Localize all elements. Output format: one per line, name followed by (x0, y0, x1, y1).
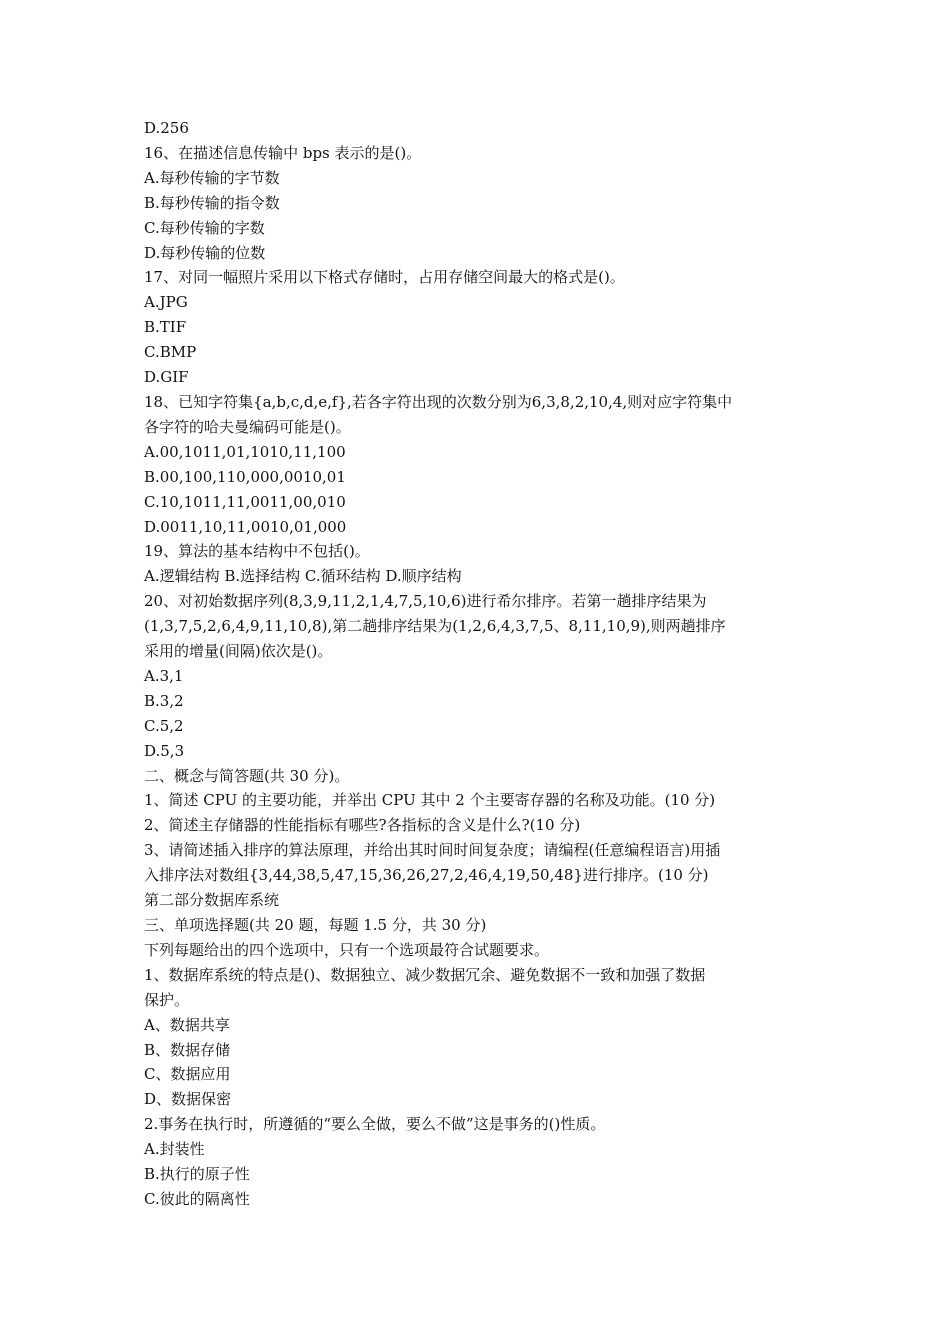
question-line: 19、算法的基本结构中不包括()。 (144, 542, 370, 561)
option-line: D.GIF (144, 368, 189, 387)
question-line: 3、请简述插入排序的算法原理，并给出其时间时间复杂度；请编程(任意编程语言)用插 (144, 841, 721, 860)
option-line: A、数据共享 (144, 1015, 230, 1034)
option-line: D.0011,10,11,0010,01,000 (144, 517, 347, 536)
option-line: D、数据保密 (144, 1090, 232, 1109)
question-line: 各字符的哈夫曼编码可能是()。 (144, 417, 351, 436)
section-heading: 三、单项选择题(共 20 题，每题 1.5 分，共 30 分) (144, 916, 487, 934)
question-line: 保护。 (144, 990, 190, 1009)
question-line: 16、在描述信息传输中 bps 表示的是()。 (144, 143, 422, 162)
option-line: A.封装性 (144, 1140, 205, 1159)
option-line: B.3,2 (144, 691, 184, 710)
option-line: A.00,1011,01,1010,11,100 (144, 442, 346, 461)
question-line: 采用的增量(间隔)依次是()。 (144, 642, 333, 661)
option-line: C.彼此的隔离性 (144, 1189, 250, 1208)
instruction-line: 下列每题给出的四个选项中，只有一个选项最符合试题要求。 (144, 940, 550, 959)
section-heading: 二、概念与简答题(共 30 分)。 (144, 766, 350, 785)
option-line: C.10,1011,11,0011,00,010 (144, 492, 346, 511)
option-line: C.BMP (144, 343, 197, 362)
question-line: 20、对初始数据序列(8,3,9,11,2,1,4,7,5,10,6)进行希尔排序。若第一趟排序结果为 (144, 592, 707, 611)
question-line: 1、简述 CPU 的主要功能，并举出 CPU 其中 2 个主要寄存器的名称及功能。(10 分) (144, 791, 716, 810)
question-line: 18、已知字符集{a,b,c,d,e,f},若各字符出现的次数分别为6,3,8,2,10,4,则对应字符集中 (144, 392, 733, 411)
option-line: B.TIF (144, 318, 187, 337)
question-line: 2.事务在执行时，所遵循的“要么全做，要么不做”这是事务的()性质。 (144, 1115, 606, 1134)
option-line: C.每秒传输的字数 (144, 218, 265, 237)
option-line: B.执行的原子性 (144, 1165, 250, 1184)
option-line: C.5,2 (144, 716, 184, 735)
option-line: B、数据存储 (144, 1040, 231, 1059)
option-line: B.00,100,110,000,0010,01 (144, 467, 346, 486)
option-line: A.每秒传输的字节数 (144, 168, 280, 187)
option-line: A.3,1 (144, 666, 184, 685)
option-line: D.256 (144, 119, 189, 137)
question-line: 1、数据库系统的特点是()、数据独立、减少数据冗余、避免数据不一致和加强了数据 (144, 965, 706, 984)
document-page (144, 116, 824, 1212)
option-line: C、数据应用 (144, 1065, 231, 1084)
option-line: A.JPG (144, 293, 188, 312)
question-line: (1,3,7,5,2,6,4,9,11,10,8),第二趟排序结果为(1,2,6,4,3,7,5、8,11,10,9),则两趟排序 (144, 617, 726, 636)
option-line: D.5,3 (144, 741, 185, 760)
option-line: D.每秒传输的位数 (144, 243, 266, 262)
question-line: 17、对同一幅照片采用以下格式存储时，占用存储空间最大的格式是()。 (144, 268, 625, 287)
question-line: 入排序法对数组{3,44,38,5,47,15,36,26,27,2,46,4,19,50,48}进行排序。(10 分) (144, 866, 709, 885)
option-line: B.每秒传输的指令数 (144, 193, 280, 212)
part-heading: 第二部分数据库系统 (144, 891, 280, 910)
option-line: A.逻辑结构 B.选择结构 C.循环结构 D.顺序结构 (144, 567, 462, 586)
question-line: 2、简述主存储器的性能指标有哪些?各指标的含义是什么?(10 分) (144, 816, 581, 835)
